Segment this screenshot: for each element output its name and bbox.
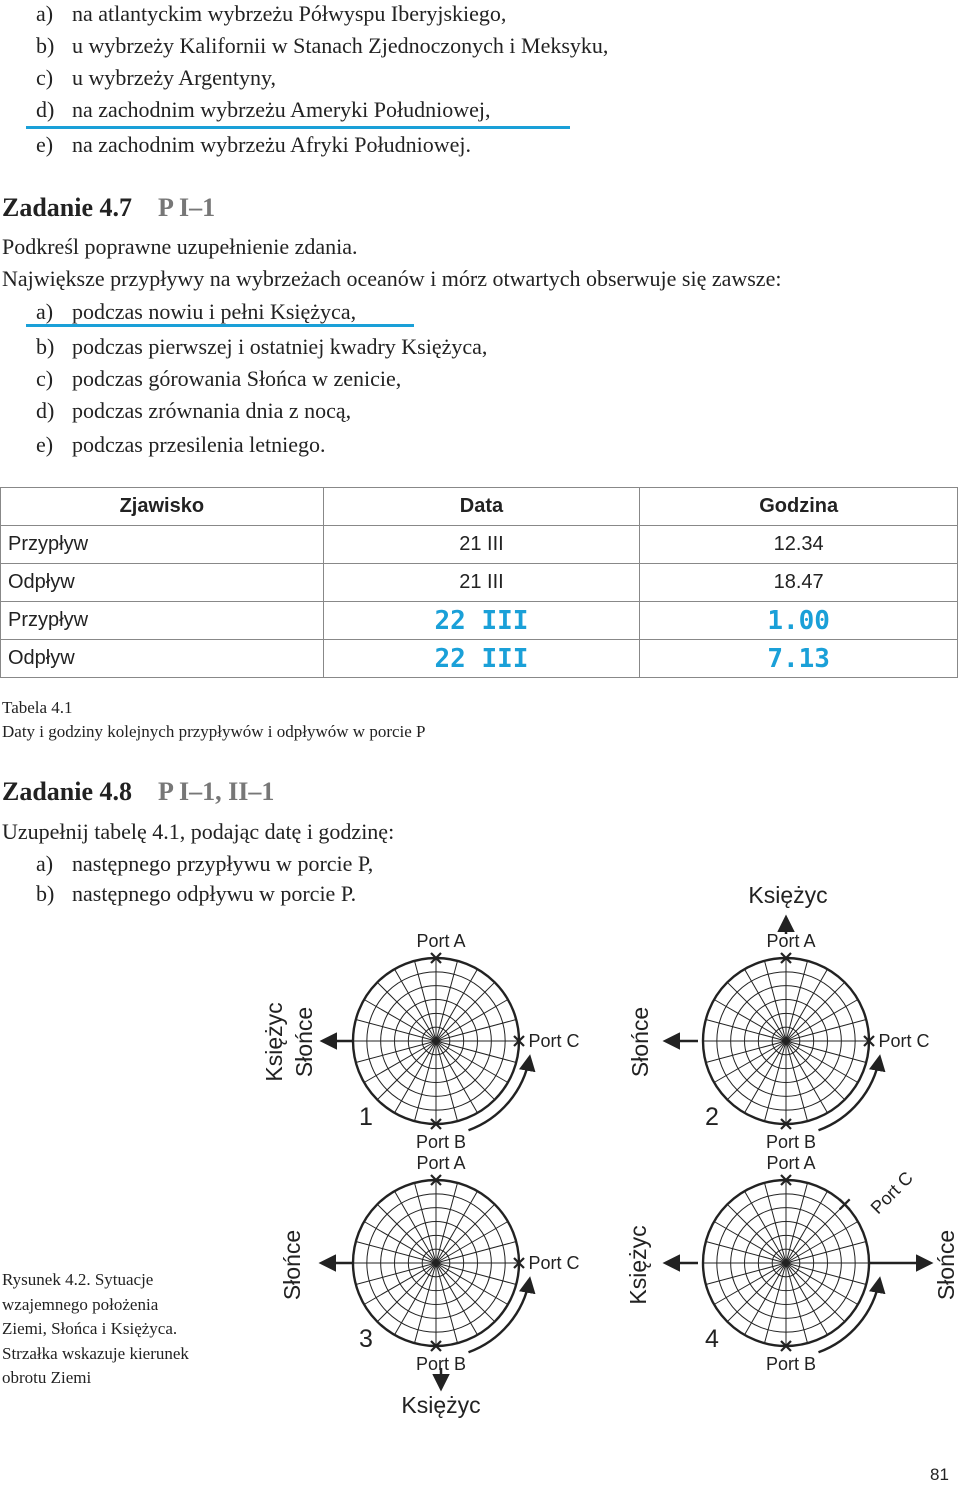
table-caption-label: Tabela 4.1 (2, 698, 73, 717)
task-4-8-instruction: Uzupełnij tabelę 4.1, podając datę i godzinę: (2, 819, 395, 844)
situation-number: 3 (359, 1325, 373, 1353)
task-4-7-option-e: e) podczas przesilenia letniego. (36, 432, 326, 457)
port-b-label: Port B (765, 1132, 817, 1152)
sun-label: Słońce (933, 1229, 959, 1301)
table-cell: 21 III (323, 526, 640, 564)
handwritten-answer: 22 III (323, 640, 640, 678)
table-cell: Przypływ (1, 602, 324, 640)
moon-label: Księżyc (261, 1002, 287, 1082)
handwritten-answer: 22 III (323, 602, 640, 640)
port-b-label: Port B (415, 1354, 467, 1374)
moon-label: Księżyc (748, 882, 828, 908)
port-c-label: Port C (878, 1031, 930, 1051)
port-a-label: Port A (766, 931, 816, 951)
sun-label: Słońce (279, 1229, 305, 1301)
sun-label: Słońce (627, 1006, 653, 1078)
port-b-label: Port B (765, 1354, 817, 1374)
task-4-7-option-d: d) podczas zrównania dnia z nocą, (36, 398, 352, 423)
task-4-7-instruction: Podkreśl poprawne uzupełnienie zdania. (2, 234, 358, 259)
table-cell: Odpływ (1, 564, 324, 602)
situation-number: 4 (705, 1325, 719, 1353)
situation-number: 2 (705, 1103, 719, 1131)
port-a-label: Port A (416, 931, 466, 951)
table-cell: Odpływ (1, 640, 324, 678)
figure-caption: Rysunek 4.2. Sytuacje wzajemnego położenia Ziemi, Słońca i Księżyca. Strzałka wskazuje kierunek obrotu Ziemi (2, 1270, 189, 1387)
situation-number: 1 (359, 1103, 373, 1131)
port-c-label: Port C (528, 1253, 580, 1273)
option-d: d) na zachodnim wybrzeżu Ameryki Południowej, (36, 97, 491, 122)
task-4-7-heading: Zadanie 4.7 P I–1 (2, 193, 216, 222)
task-4-8-heading: Zadanie 4.8 P I–1, II–1 (2, 777, 275, 806)
table-cell: 12.34 (640, 526, 958, 564)
task-4-7-option-c: c) podczas górowania Słońca w zenicie, (36, 366, 402, 391)
table-header: Data (323, 488, 640, 526)
port-b-label: Port B (415, 1132, 467, 1152)
task-4-7-option-a: a) podczas nowiu i pełni Księżyca, (36, 299, 357, 324)
port-c-label: Port C (866, 1167, 917, 1218)
page-number: 81 (930, 1465, 949, 1484)
port-a-label: Port A (416, 1153, 466, 1173)
table-header: Zjawisko (1, 488, 324, 526)
option-a: a) na atlantyckim wybrzeżu Półwyspu Iberyjskiego, (36, 1, 507, 26)
table-header: Godzina (640, 488, 958, 526)
task-4-8-option-a: a) następnego przypływu w porcie P, (36, 851, 374, 876)
task-4-7-question: Największe przypływy na wybrzeżach oceanów i mórz otwartych obserwuje się zawsze: (2, 266, 782, 291)
port-marker-icon (840, 1199, 850, 1209)
option-b: b) u wybrzeży Kalifornii w Stanach Zjednoczonych i Meksyku, (36, 33, 609, 58)
table-caption-text: Daty i godziny kolejnych przypływów i odpływów w porcie P (2, 722, 426, 741)
port-a-label: Port A (766, 1153, 816, 1173)
option-c: c) u wybrzeży Argentyny, (36, 65, 277, 90)
table-cell: 18.47 (640, 564, 958, 602)
sun-label: Słońce (291, 1006, 317, 1078)
port-c-label: Port C (528, 1031, 580, 1051)
table-cell: 21 III (323, 564, 640, 602)
table-cell: Przypływ (1, 526, 324, 564)
task-4-8-option-b: b) następnego odpływu w porcie P. (36, 881, 357, 906)
moon-label: Księżyc (401, 1392, 481, 1418)
option-e: e) na zachodnim wybrzeżu Afryki Południowej. (36, 132, 471, 157)
task-4-7-option-b: b) podczas pierwszej i ostatniej kwadry Księżyca, (36, 334, 488, 359)
handwritten-answer: 1.00 (640, 602, 958, 640)
handwritten-answer: 7.13 (640, 640, 958, 678)
moon-label: Księżyc (625, 1225, 651, 1305)
